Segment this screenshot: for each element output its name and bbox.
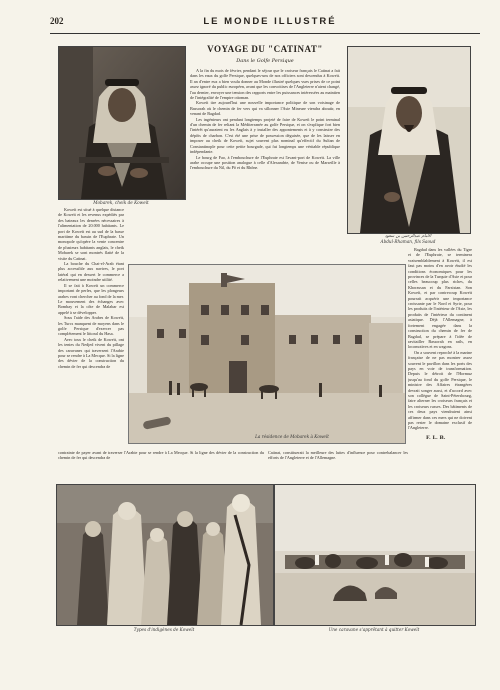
paragraph: Avec tous le cheik de Koweït, ont les tentes du Nedjed vivent du pillage des caravanes qui traversent l'Arabie pour se rendre à La Mecque. Si la ligne des dévier de la construction du chemin de fer qui descendra de [58, 336, 124, 369]
center-column-text [190, 68, 340, 254]
caption-portrait-mobarek: Mobarek, cheik de Koweit [93, 200, 149, 205]
paragraph: Koweït est situé à quelque distance de Koweït et les revenus expédiés par des bateaux les denrées nécessaires à l'alimentation de 20.000 habitants. Le port de Koweït est au sud de la basse maritime du bassin de l'Euphrate. Un monopole qu'opère la vente concentre de plusieurs habitants anglais, le cheik Mobarek se sont montrés flatté de la visite du Catinat. [58, 207, 124, 261]
page-number: 202 [50, 16, 64, 26]
page-header [50, 16, 490, 30]
paragraph: Bagdad dans les vallées du Tigre et de l'Euphrate, se terminera vraisemblablement à Koweït, il est faut pas moins d'en avoir étudié les conditions économiques pour les provinces de la Turquie d'Asie et pour celles beaucoup plus riches, du Khorassan et du Farsistan. Son Koweït, et par contrecoup Koweït pourrait acquérir une importance croissante par le Nord et Syrie, pour les produits de l'intérieur de l'Asie, les produits de l'intérieur du continent asiatique. Déjà l'Allemagne, à fortement engagée dans la construction du chemin de fer de Bagdad, se prépare à l'idée de ravitailler Bassorah en rails, en locomotives et en wagons. [408, 247, 472, 350]
photo-residence-mobarek [128, 264, 406, 444]
paragraph: Le bourg de Fao, à l'embouchure de l'Euphrate est l'avant-port de Koweït. La ville arabe occupe une position analogue à celle d'Alexandrie, de Venise ou de Marseille à l'embouchure du Nil, du Pô et du Rhône. [190, 154, 340, 171]
paragraph: contrainte de payer avant de traverser l'Arabie pour se rendre à La Mecque. Si la ligne des dévier de la construction du chemin de fer qui descendra de [58, 450, 264, 461]
paragraph: Sous l'aide des Arabes de Koweït, les Turcs manquent de moyens dans le golfe Persique d'exercer pas complètement le littoral du Hasa. [58, 315, 124, 337]
left-column-text [58, 207, 124, 457]
article-subtitle: Dans le Golfe Persique [236, 58, 294, 64]
article-signature: F. L. B. [426, 435, 446, 441]
header-rule [50, 33, 480, 34]
paragraph: Koweït tire aujourd'hui une nouvelle importance politique de son voisinage de Bassorah où le chemin de fer vers qui va sillonner l'Asie Mineure viendra aboutir, en venant de Bagdad. [190, 100, 340, 117]
paragraph: Les ingénieurs ont pendant longtemps projeté de faire de Koweït le point terminal d'un chemin de fer reliant la Méditerranée au golfe Persique, et on s'explique fort bien l'intérêt qu'auraient eu les Anglais à y installer des appontements et à y construire des dépôts de charbon. C'est été une prise de possession déguisée, que de les laisser en imposer au cheik de Koweït, sujet souvent plus nominal qu'effectif du Sultan de Constantinople pour cette petite bourgade, qui fut longtemps une véritable république indépendante. [190, 116, 340, 155]
right-column-text [408, 247, 472, 432]
photo-caravan [274, 484, 476, 626]
bottom-left-text [58, 450, 264, 466]
photo-portrait-mobarek [58, 46, 186, 200]
caption-portrait-abdul-rhaman: Abdul-Rhaman, fils Saoud [380, 239, 436, 244]
bottom-right-text [268, 450, 408, 466]
paragraph: On a souvent reproché à la marine française de ne pas montrer assez souvent le pavillon dans les ports des pays en voie de transformation. Depuis le détroit de l'Hormuz jusqu'au fond du golfe Persique, le ministre des Affaires étrangères devrait songer aussi, et d'accord avec son collègue de Saint-Pétersbourg, faire alterner les croiseurs français et les croiseurs russes. Des bâtiments de ces deux pays viendraient ainsi affirmer dans ces mers qui ne doivent pas rester le domaine exclusif de l'Angleterre. [408, 349, 472, 431]
paragraph: A la fin du mois de février, pendant le séjour que le croiseur français le Catinat a fait dans les eaux du golfe Persique, quelques-uns de nos officiers sont descendus à Koweït. Il an d'entre eux a bien voulu donner au Monde illustré quelques vues prises de ce point assez ignoré du public européen, avant que les convoitises de l'Angleterre n'aient changé, l'au dernier, envoyer une tension des rapports entre les puissances intéressées au maintien de l'intégralité de l'empire ottoman. [190, 68, 340, 101]
journal-title: LE MONDE ILLUSTRÉ [203, 16, 337, 27]
caption-portrait-abdul-rhaman-arabic: الامام عبدالرحمن بن سعود [384, 233, 432, 238]
caption-caravan: Une caravane s'apprêtant à quitter Koweït [328, 627, 420, 632]
paragraph: Catinat, constituerait la meilleure des luttes d'influence pour contrebalancer les efforts de l'Angleterre et de l'Allemagne. [268, 450, 408, 461]
photo-native-types [56, 484, 274, 626]
paragraph: La bouche du Chat-el-Arab étant plus accessible aux navires, le port latéral qui en dessert le commerce a relativement une moindre utilité. [58, 261, 124, 283]
paragraph: Il se fait à Koweït un commerce important de perles, que les plongeurs arabes vont chercher au fond de la mer. Le mouvement des échanges avec Bombay et la côte de Malabar est appelé à se développer. [58, 282, 124, 315]
photo-portrait-abdul-rhaman [347, 46, 471, 234]
caption-residence-mobarek: La résidence de Mobarek à Koweït [255, 434, 329, 439]
article-title: VOYAGE DU "CATINAT" [207, 44, 323, 54]
caption-native-types: Types d'indigènes de Koweït [133, 627, 195, 632]
